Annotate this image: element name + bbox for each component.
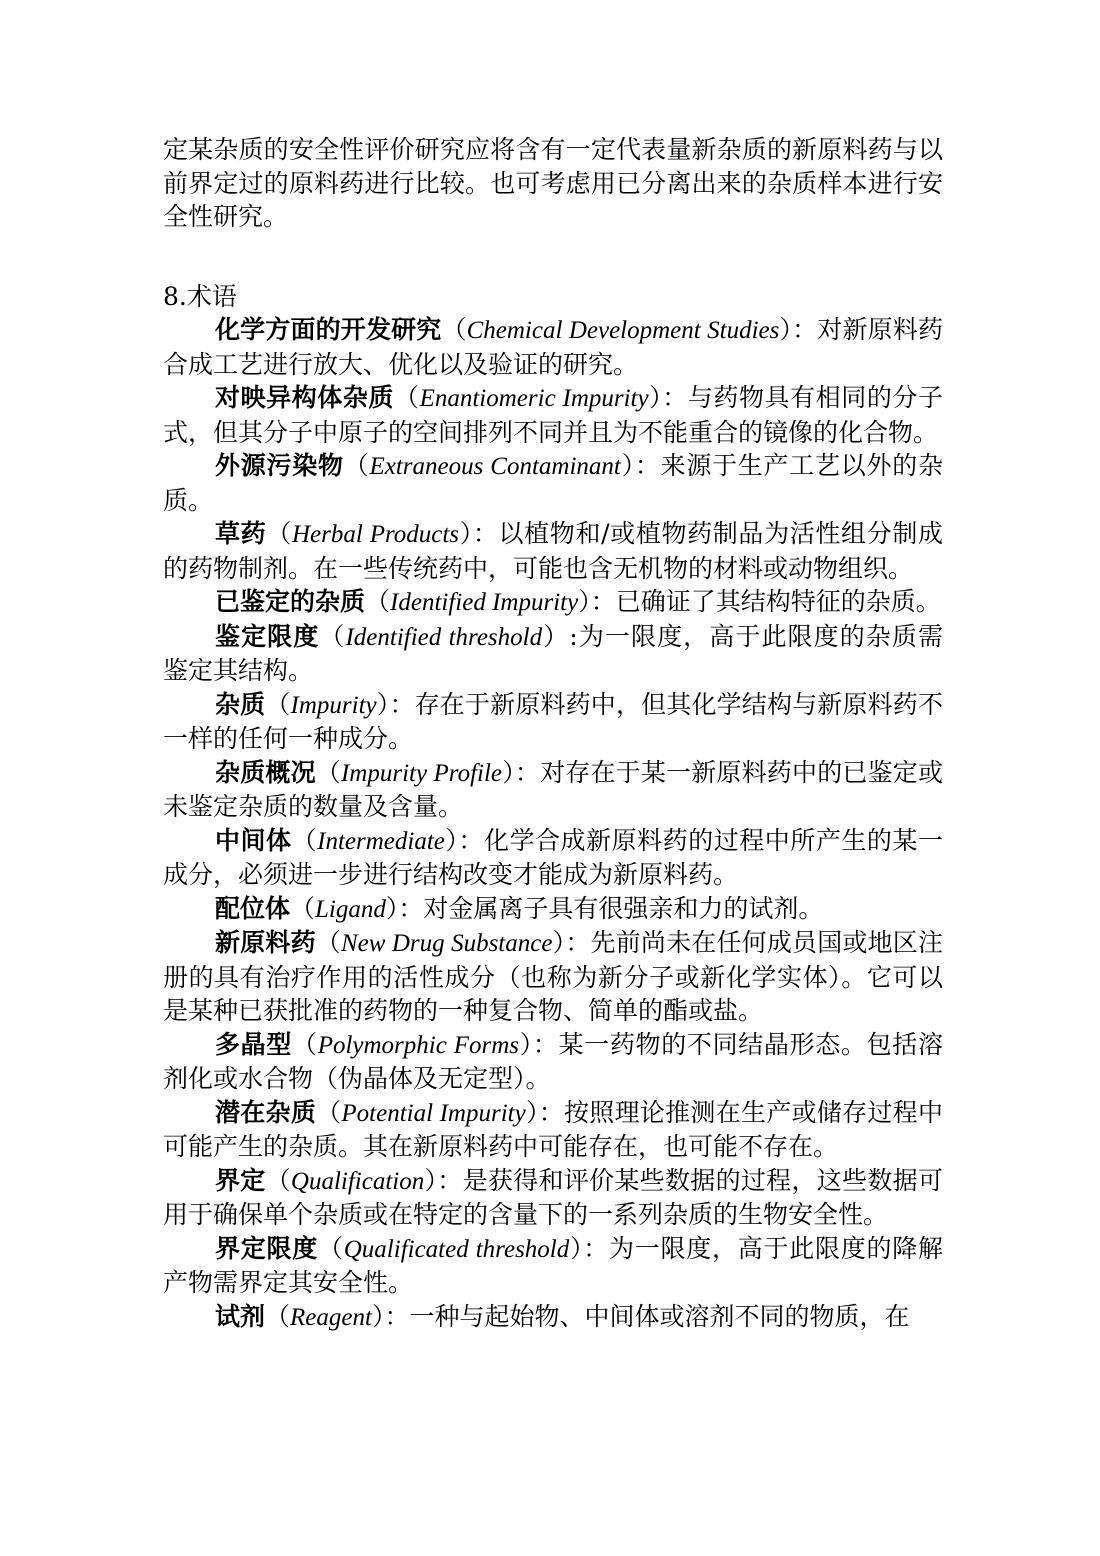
term-chinese-name: 杂质 (215, 689, 266, 719)
term-english-name: Polymorphic Forms (317, 1031, 520, 1059)
term-open-paren: （ (265, 689, 291, 719)
glossary-term (163, 824, 943, 892)
term-english-name: Identified threshold (345, 623, 543, 651)
term-chinese-name: 已鉴定的杂质 (215, 587, 366, 616)
glossary-term (163, 1300, 943, 1335)
term-open-paren: （ (265, 1165, 291, 1195)
term-open-paren: （ (318, 1233, 344, 1263)
term-english-name: Qualificated threshold (343, 1235, 570, 1263)
term-close-paren: ）： (779, 315, 818, 344)
term-chinese-name: 界定限度 (215, 1233, 318, 1263)
document-page (163, 133, 943, 1334)
term-close-paren: ）： (648, 383, 688, 412)
glossary-term (163, 756, 943, 824)
term-definition: 与药物具有相同的分子式，但其分子中原子的空间排列不同并且为不能重合的镜像的化合物。 (163, 383, 943, 447)
term-english-name: Chemical Development Studies (466, 317, 780, 344)
glossary-term (163, 1164, 943, 1232)
term-definition: 是获得和评价某些数据的过程，这些数据可用于确保单个杂质或在特定的含量下的一系列杂质的生物安全性。 (163, 1165, 943, 1229)
term-english-name: Impurity Profile (340, 759, 503, 787)
glossary-term (163, 585, 943, 620)
term-close-paren: ）： (502, 757, 541, 787)
term-open-paren: （ (343, 451, 370, 480)
term-close-paren: ）： (424, 1165, 463, 1195)
intro-paragraph: 定某杂质的安全性评价研究应将含有一定代表量新杂质的新原料药与以前界定过的原料药进行比较。也可考虑用已分离出来的杂质样本进行安全性研究。 (163, 135, 943, 231)
term-definition: 对新原料药合成工艺进行放大、优化以及验证的研究。 (163, 315, 943, 379)
term-chinese-name: 试剂 (215, 1301, 266, 1331)
term-close-paren: ）： (569, 1233, 609, 1263)
glossary-term (163, 313, 943, 381)
term-english-name: New Drug Substance (340, 930, 553, 957)
term-definition: 存在于新原料药中，但其化学结构与新原料药不一样的任何一种成分。 (163, 689, 943, 753)
term-chinese-name: 配位体 (215, 893, 291, 923)
glossary-term (163, 381, 943, 449)
term-definition: 为一限度，高于此限度的降解产物需界定其安全性。 (163, 1233, 943, 1297)
term-chinese-name: 化学方面的开发研究 (215, 315, 442, 344)
term-english-name: Enantiomeric Impurity (419, 385, 649, 412)
term-close-paren: ）： (525, 1097, 565, 1127)
term-close-paren: ）: (542, 621, 578, 651)
term-chinese-name: 新原料药 (215, 928, 316, 957)
term-chinese-name: 对映异构体杂质 (215, 383, 395, 412)
term-open-paren: （ (292, 1029, 318, 1059)
glossary-term (163, 926, 943, 1028)
glossary-term (163, 449, 943, 517)
term-close-paren: ）： (578, 587, 616, 616)
term-open-paren: （ (291, 825, 318, 855)
term-chinese-name: 鉴定限度 (215, 621, 320, 651)
term-open-paren: （ (265, 1301, 291, 1331)
term-open-paren: （ (365, 587, 391, 616)
term-close-paren: ）： (371, 1301, 410, 1331)
term-english-name: Reagent (290, 1303, 372, 1331)
term-definition: 先前尚未在任何成员国或地区注册的具有治疗作用的活性成分（也称为新分子或新化学实体）。它可以是某种已获批准的药物的一种复合物、简单的酯或盐。 (163, 928, 943, 1025)
term-open-paren: （ (319, 621, 346, 651)
term-definition: 按照理论推测在生产或储存过程中可能产生的杂质。其在新原料药中可能存在，也可能不存在。 (163, 1097, 943, 1161)
section-heading: 8.术语 (163, 281, 237, 311)
term-close-paren: ）： (376, 689, 415, 719)
term-open-paren: （ (394, 383, 420, 412)
term-definition: 为一限度，高于此限度的杂质需鉴定其结构。 (163, 621, 943, 685)
glossary-term (163, 1028, 943, 1096)
glossary-term (163, 1232, 943, 1300)
term-open-paren: （ (266, 519, 292, 548)
term-definition: 对金属离子具有很强亲和力的试剂。 (423, 893, 824, 923)
glossary-term (163, 517, 943, 585)
term-english-name: Extraneous Contaminant (369, 453, 621, 480)
term-definition: 一种与起始物、中间体或溶剂不同的物质，在 (409, 1301, 910, 1331)
term-open-paren: （ (316, 1097, 342, 1127)
term-english-name: Ligand (315, 895, 386, 923)
glossary-term (163, 688, 943, 756)
term-chinese-name: 杂质概况 (215, 757, 316, 787)
term-chinese-name: 外源污染物 (215, 451, 344, 480)
term-close-paren: ）： (519, 1029, 559, 1059)
term-chinese-name: 潜在杂质 (215, 1097, 317, 1127)
term-close-paren: ）： (620, 451, 661, 480)
term-english-name: Impurity (290, 691, 377, 719)
term-chinese-name: 中间体 (215, 825, 292, 855)
glossary-term (163, 892, 943, 927)
term-close-paren: ）： (459, 519, 499, 548)
terms-list (163, 313, 943, 1334)
term-chinese-name: 多晶型 (215, 1029, 293, 1059)
term-open-paren: （ (290, 893, 316, 923)
term-english-name: Herbal Products (291, 521, 460, 548)
term-close-paren: ）： (385, 893, 424, 923)
term-close-paren: ）： (552, 928, 591, 957)
term-definition: 对存在于某一新原料药中的已鉴定或未鉴定杂质的数量及含量。 (163, 757, 943, 821)
term-english-name: Intermediate (317, 827, 445, 855)
term-definition: 某一药物的不同结晶形态。包括溶剂化或水合物（伪晶体及无定型）。 (163, 1029, 943, 1093)
glossary-term (163, 620, 943, 688)
term-open-paren: （ (441, 315, 467, 344)
term-chinese-name: 界定 (215, 1165, 266, 1195)
term-definition: 以植物和/或植物药制品为活性组分制成的药物制剂。在一些传统药中，可能也含无机物的材料或动物组织。 (163, 519, 943, 583)
term-chinese-name: 草药 (215, 519, 267, 548)
glossary-term (163, 1096, 943, 1164)
term-open-paren: （ (315, 757, 341, 787)
term-definition: 化学合成新原料药的过程中所产生的某一成分，必须进一步进行结构改变才能成为新原料药。 (163, 825, 943, 889)
term-open-paren: （ (315, 928, 341, 957)
term-close-paren: ）： (444, 825, 484, 855)
term-definition: 已确证了其结构特征的杂质。 (615, 587, 941, 616)
term-english-name: Potential Impurity (341, 1099, 526, 1127)
term-english-name: Qualification (290, 1167, 425, 1195)
term-definition: 来源于生产工艺以外的杂质。 (163, 451, 943, 515)
term-english-name: Identified Impurity (390, 589, 579, 616)
